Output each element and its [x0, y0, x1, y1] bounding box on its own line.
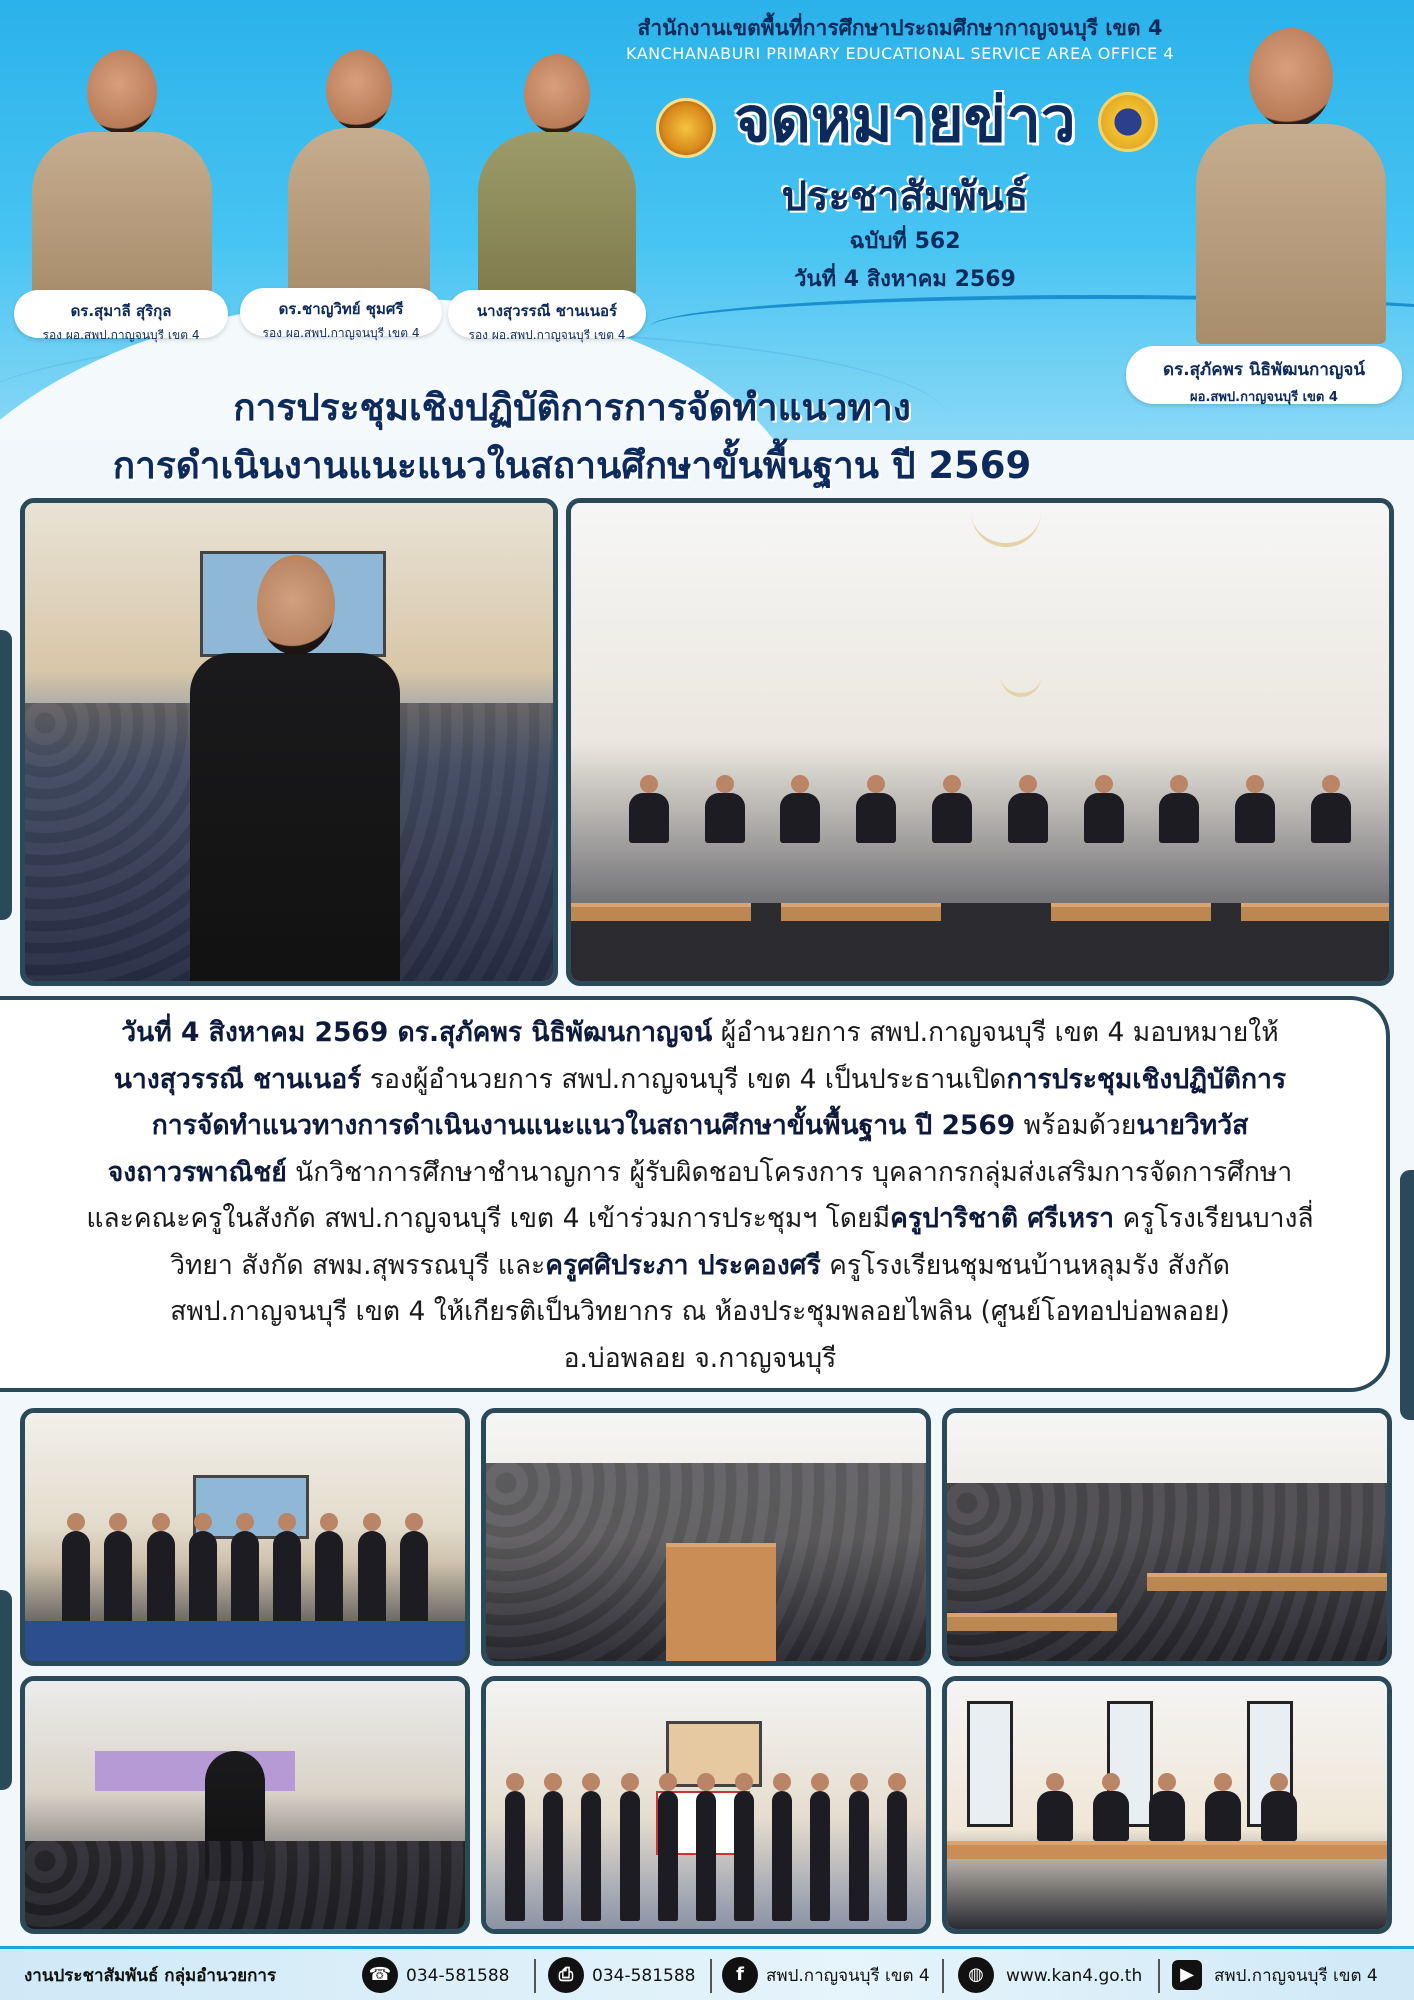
footer-fax[interactable]: 034-581588: [592, 1966, 696, 1986]
director-name: ดร.สุภัคพร นิธิพัฒนกาญจน์: [1163, 360, 1365, 380]
photo-group-certificate: [481, 1676, 931, 1934]
news-speaker: ครูศศิประภา ประคองศรี: [545, 1249, 821, 1281]
newsletter-subtitle: ประชาสัมพันธ์: [781, 174, 1029, 220]
executive-portrait: [32, 46, 212, 296]
news-text: สพป.กาญจนบุรี เขต 4 ให้เกียรติเป็นวิทยากร ณ ห้องประชุมพลอยไพลิน (ศูนย์โอทอปบ่อพลอย): [170, 1296, 1230, 1327]
headline-line-2: การดำเนินงานแนะแนวในสถานศึกษาขั้นพื้นฐาน ปี 2569: [112, 444, 1032, 487]
photo-meeting-hall: [566, 498, 1394, 986]
footer-phone[interactable]: 034-581588: [406, 1966, 510, 1986]
photo-participants: [942, 1408, 1392, 1666]
executive-role: รอง ผอ.สพป.กาญจนบุรี เขต 4: [468, 328, 626, 342]
news-text: พร้อมด้วย: [1015, 1110, 1137, 1141]
footer-divider: [534, 1959, 536, 1993]
office-logo-icon: [656, 98, 716, 158]
news-text: ครูโรงเรียนบางลี่: [1114, 1203, 1314, 1234]
news-line: [30, 1196, 1370, 1243]
executive-portrait: [478, 50, 636, 296]
news-line: [30, 1243, 1370, 1290]
news-body: [30, 1010, 1370, 1382]
news-text: อ.บ่อพลอย จ.กาญจนบุรี: [563, 1342, 837, 1374]
news-line: [30, 1057, 1370, 1104]
photo-workshop-table: [481, 1408, 931, 1666]
news-line: [30, 1103, 1370, 1150]
footer-divider: [942, 1959, 944, 1993]
news-event-name: การประชุมเชิงปฏิบัติการ: [1006, 1063, 1287, 1095]
executive-name: ดร.สุมาลี สุริกุล: [70, 302, 172, 320]
news-text: รองผู้อำนวยการ สพป.กาญจนบุรี เขต 4 เป็นประธานเปิด: [361, 1063, 1007, 1095]
news-coordinator: นายวิทวัส: [1136, 1110, 1249, 1141]
footer-bar: [0, 1946, 1414, 2000]
globe-icon: ◍: [958, 1957, 994, 1993]
executive-role: รอง ผอ.สพป.กาญจนบุรี เขต 4: [42, 328, 200, 342]
headline-line-1: การประชุมเชิงปฏิบัติการการจัดทำแนวทาง: [233, 386, 911, 429]
executive-name: ดร.ชาญวิทย์ ชุมศรี: [278, 300, 404, 318]
footer-youtube[interactable]: สพป.กาญจนบุรี เขต 4: [1214, 1966, 1378, 1986]
footer-facebook[interactable]: สพป.กาญจนบุรี เขต 4: [766, 1966, 930, 1986]
executive-portrait: [288, 46, 430, 296]
office-name-th: สำนักงานเขตพื้นที่การศึกษาประถมศึกษากาญจนบุรี เขต 4: [637, 16, 1163, 40]
facebook-icon: f: [722, 1957, 758, 1993]
decorative-side-tab: [1400, 1170, 1414, 1420]
news-line: [30, 1010, 1370, 1057]
decorative-side-tab: [0, 630, 12, 920]
photo-group-seated: [942, 1676, 1392, 1934]
youtube-icon: ▶: [1172, 1960, 1202, 1990]
news-text: นักวิชาการศึกษาชำนาญการ ผู้รับผิดชอบโครงการ บุคลากรกลุ่มส่งเสริมการจัดการศึกษา: [286, 1156, 1293, 1188]
news-text: และคณะครูในสังกัด สพป.กาญจนบุรี เขต 4 เข้าร่วมการประชุมฯ โดยมี: [86, 1203, 891, 1234]
obec-emblem-icon: [1098, 92, 1158, 152]
footer-unit: งานประชาสัมพันธ์ กลุ่มอำนวยการ: [24, 1966, 277, 1986]
photo-speaker-presenting: [20, 1676, 470, 1934]
executive-name-card: [448, 290, 646, 342]
news-speaker: ครูปาริชาติ ศรีเหรา: [890, 1203, 1115, 1234]
news-text: วิทยา สังกัด สพม.สุพรรณบุรี และ: [170, 1249, 546, 1281]
footer-divider: [1158, 1959, 1160, 1993]
news-line: [30, 1336, 1370, 1383]
news-line: [30, 1289, 1370, 1336]
news-date-director: วันที่ 4 สิงหาคม 2569 ดร.สุภัคพร นิธิพัฒนกาญจน์: [121, 1017, 713, 1048]
photo-group: [20, 1408, 470, 1666]
office-name-en: KANCHANABURI PRIMARY EDUCATIONAL SERVICE AREA OFFICE 4: [625, 44, 1174, 63]
news-text: ครูโรงเรียนชุมชนบ้านหลุมรัง สังกัด: [820, 1249, 1230, 1281]
photo-speaker-portrait: [20, 498, 558, 986]
executive-name-card: [14, 290, 228, 342]
director-portrait: [1196, 24, 1386, 344]
news-event-name: การจัดทำแนวทางการดำเนินงานแนะแนวในสถานศึกษาขั้นพื้นฐาน ปี 2569: [151, 1110, 1016, 1141]
news-line: [30, 1150, 1370, 1197]
footer-divider: [710, 1959, 712, 1993]
decorative-side-tab: [0, 1590, 12, 1790]
news-coordinator: จงถาวรพาณิชย์: [107, 1156, 287, 1188]
executive-role: รอง ผอ.สพป.กาญจนบุรี เขต 4: [262, 326, 420, 340]
news-text: ผู้อำนวยการ สพป.กาญจนบุรี เขต 4 มอบหมายให้: [712, 1017, 1279, 1048]
news-chairperson: นางสุวรรณี ชานเนอร์: [113, 1063, 362, 1095]
issue-date: วันที่ 4 สิงหาคม 2569: [794, 267, 1016, 292]
executive-name: นางสุวรรณี ชานเนอร์: [476, 302, 618, 320]
issue-number: ฉบับที่ 562: [849, 229, 961, 254]
director-role: ผอ.สพป.กาญจนบุรี เขต 4: [1190, 390, 1338, 405]
fax-icon: ⎙: [548, 1957, 584, 1993]
phone-icon: ☎: [362, 1957, 398, 1993]
newsletter-title: จดหมายข่าว: [734, 83, 1076, 156]
executive-name-card: [240, 288, 442, 340]
footer-website[interactable]: www.kan4.go.th: [1006, 1966, 1143, 1986]
